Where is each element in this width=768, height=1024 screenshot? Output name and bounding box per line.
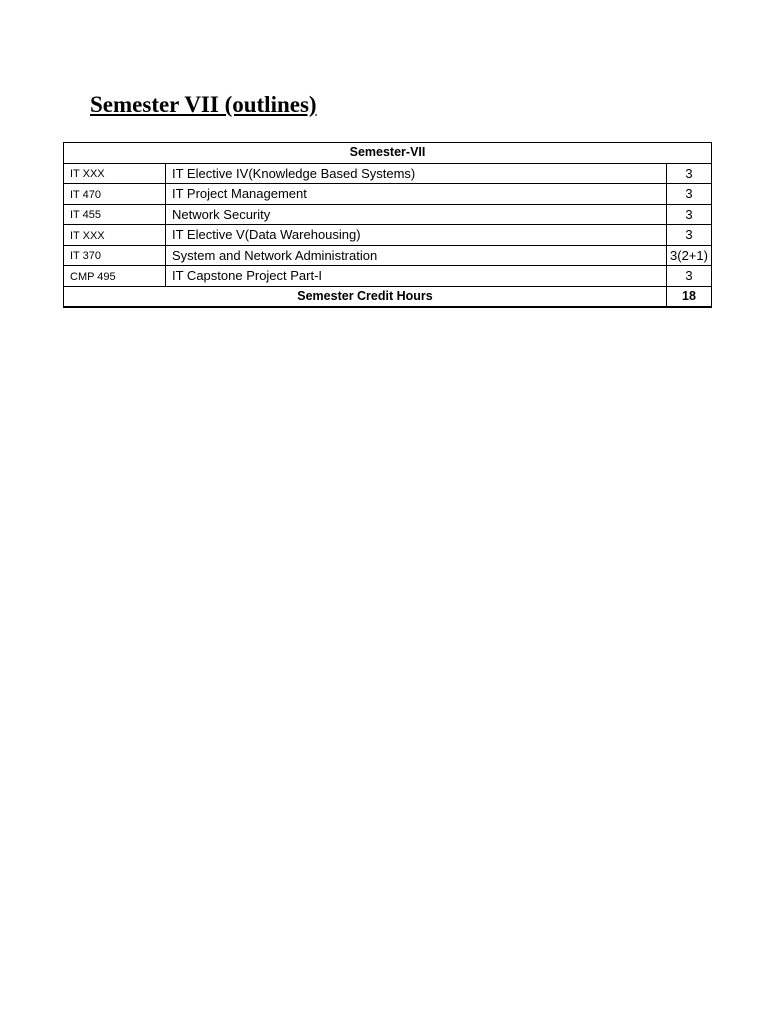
total-label: Semester Credit Hours xyxy=(64,286,667,307)
course-credits: 3 xyxy=(667,266,712,287)
course-title: IT Elective IV(Knowledge Based Systems) xyxy=(166,163,667,184)
course-code: IT 470 xyxy=(64,184,166,205)
course-title: IT Capstone Project Part-I xyxy=(166,266,667,287)
table-total-row xyxy=(64,286,712,307)
course-table xyxy=(63,142,712,308)
total-credits: 18 xyxy=(667,286,712,307)
course-credits: 3(2+1) xyxy=(667,245,712,266)
course-credits: 3 xyxy=(667,204,712,225)
course-credits: 3 xyxy=(667,184,712,205)
table-row xyxy=(64,163,712,184)
page-title: Semester VII (outlines) xyxy=(90,92,317,117)
table-header: Semester-VII xyxy=(64,143,712,164)
course-title: System and Network Administration xyxy=(166,245,667,266)
table-row xyxy=(64,184,712,205)
table-row xyxy=(64,225,712,246)
course-title: IT Elective V(Data Warehousing) xyxy=(166,225,667,246)
course-code: IT XXX xyxy=(64,225,166,246)
course-code: CMP 495 xyxy=(64,266,166,287)
course-credits: 3 xyxy=(667,225,712,246)
course-title: Network Security xyxy=(166,204,667,225)
course-credits: 3 xyxy=(667,163,712,184)
table-row xyxy=(64,204,712,225)
table-row xyxy=(64,245,712,266)
course-title: IT Project Management xyxy=(166,184,667,205)
course-code: IT 370 xyxy=(64,245,166,266)
course-code: IT 455 xyxy=(64,204,166,225)
course-code: IT XXX xyxy=(64,163,166,184)
table-header-row xyxy=(64,143,712,164)
table-row xyxy=(64,266,712,287)
